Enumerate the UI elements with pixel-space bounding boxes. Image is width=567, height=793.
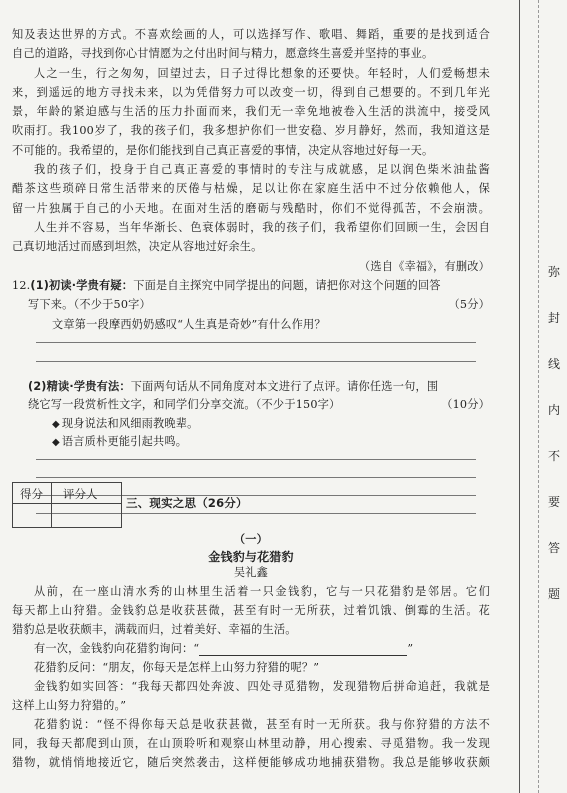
grader-header: 评分人 <box>63 487 98 501</box>
seal-text-char: 不 <box>548 449 561 463</box>
question-number: 12. <box>12 279 31 292</box>
fill-blank[interactable] <box>199 644 407 656</box>
grader-cell[interactable] <box>52 504 120 526</box>
diamond-bullet-icon: ◆ <box>52 419 60 430</box>
diamond-bullet-icon: ◆ <box>52 437 60 448</box>
story-line: 花猎豹反问：“朋友，你每天是怎样上山努力狩猎的呢？” <box>34 661 320 674</box>
question-prompt: 文章第一段摩西奶奶感叹“人生真是奇妙”有什么作用？ <box>52 318 326 331</box>
passage-line: 人生并不容易，当年华渐长、色衰体弱时，我的孩子们，我希望你们回顾一生，会因自 <box>34 221 490 234</box>
story-line: 花猎豹说：“怪不得你每天总是收获甚微，甚至有时一无所获。我与你狩猎的方法不 <box>34 718 490 731</box>
seal-text-char: 要 <box>548 495 561 509</box>
passage-line: 自己的道路，寻找到你心甘情愿为之付出时间与精力，愿意终生喜爱并坚持的事业。 <box>12 47 434 60</box>
passage-line: 己真切地活过而感到坦然，决定从容地过好余生。 <box>12 240 263 253</box>
passage-line: 来，到遥远的地方寻找未来，以为凭借努力可以改变一切，得到自己想要的。不到几年光 <box>12 86 490 99</box>
story-line: 金钱豹如实回答：“我每天都四处奔波、四处寻觅猎物，发现猎物后拼命追赶，我就是 <box>34 680 490 693</box>
passage-line: 景，年龄的紧迫感与生活的压力扑面而来，我们无一幸免地被卷入生活的洪流中，接受风 <box>12 105 490 118</box>
story-line: 每天都上山狩猎。金钱豹总是收获甚微，甚至有时一无所获，过着饥饿、倒霉的生活。花 <box>12 604 490 617</box>
question-text: 下面两句话从不同角度对本文进行了点评。请你任选一句，围 <box>130 380 439 393</box>
seal-text-char: 内 <box>548 403 561 417</box>
story-line: 猎物，就悄悄地接近它，随后突然袭击，这样便能够成功地捕获猎物。我总是能够收获颇 <box>12 756 490 769</box>
passage-line: 吹雨打。我100岁了，我的孩子们，我多想护你们一世安稳、岁月静好，然而，我知道这是 <box>12 124 490 137</box>
answer-line[interactable] <box>36 361 476 362</box>
seal-dashed-line <box>538 0 539 793</box>
story-line: 猎豹总是收获颇丰，满载而归，过着美好、幸福的生活。 <box>12 623 297 636</box>
answer-line[interactable] <box>36 342 476 343</box>
score-cell[interactable] <box>14 504 50 526</box>
question-12-part1-line2 <box>28 298 490 312</box>
seal-text-char: 弥 <box>548 265 561 279</box>
answer-line[interactable] <box>36 459 476 460</box>
answer-line[interactable] <box>36 477 476 478</box>
seal-line <box>519 0 520 793</box>
story-line: 这样上山努力狩猎的。” <box>12 699 127 712</box>
section-title: 三、现实之思（26分） <box>126 496 248 510</box>
question-12-part1 <box>12 279 490 293</box>
question-text: 写下来。（不少于50字） <box>28 298 151 311</box>
story-text: ” <box>407 642 414 655</box>
score-label: （5分） <box>448 298 490 311</box>
story-author: 吴礼鑫 <box>233 566 269 579</box>
seal-text-char: 封 <box>548 311 561 325</box>
story-line: 从前，在一座山清水秀的山林里生活着一只金钱豹，它与一只花猎豹是邻居。它们 <box>34 585 490 598</box>
passage-line: 醋茶这些琐碎日常生活带来的厌倦与枯燥，足以让你在家庭生活中不过分依赖他人，保 <box>12 182 490 195</box>
passage-line: 我的孩子们，投身于自己真正喜爱的事情时的专注与成就感，足以润色柴米油盐酱 <box>34 163 490 176</box>
score-table <box>12 482 122 528</box>
comment-text: 语言质朴更能引起共鸣。 <box>61 435 188 448</box>
seal-text-char: 题 <box>548 587 561 601</box>
question-12-part2-line2 <box>28 398 490 412</box>
subsection-number: （一） <box>233 532 269 546</box>
seal-text-char: 线 <box>548 357 561 371</box>
story-title: 金钱豹与花猎豹 <box>208 550 294 564</box>
passage-line: 知及表达世界的方式。不喜欢绘画的人，可以选择写作、歌唱、舞蹈，重要的是找到适合 <box>12 28 490 41</box>
passage-line: 人之一生，行之匆匆，回望过去，日子过得比想象的还要快。年轻时，人们爱畅想未 <box>34 67 490 80</box>
story-ask-line <box>34 642 413 656</box>
passage-source: （选自《幸福》，有删改） <box>358 260 490 273</box>
passage-line: 不可能的。我希望的，是你们能找到自己真正喜爱的事情，决定从容地过好每一天。 <box>12 144 434 157</box>
question-12-part2 <box>28 380 490 394</box>
score-label: （10分） <box>441 398 490 411</box>
story-line: 同，我每天都爬到山顶，在山顶聆听和观察山林里动静，用心搜索、寻觅猎物。我一发现 <box>12 737 490 750</box>
question-text: 绕它写一段赏析性文字，和同学们分享交流。（不少于150字） <box>28 398 341 411</box>
question-tag: (2)精读·学贵有法： <box>28 380 131 393</box>
comment-item <box>52 417 199 432</box>
score-header: 得分 <box>20 487 43 501</box>
question-tag: (1)初读·学贵有疑： <box>30 279 134 292</box>
question-text: 下面是自主探究中同学提出的问题，请把你对这个问题的回答 <box>133 279 441 292</box>
passage-line: 留一片独属于自己的小天地。在面对生活的磨砺与残酷时，你们不觉得孤苦，不会崩溃。 <box>12 202 490 215</box>
story-text: 有一次，金钱豹向花猎豹询问：“ <box>34 642 200 655</box>
seal-text-char: 答 <box>548 541 561 555</box>
comment-text: 现身说法和风细雨教晚辈。 <box>61 417 199 430</box>
comment-item <box>52 435 187 450</box>
